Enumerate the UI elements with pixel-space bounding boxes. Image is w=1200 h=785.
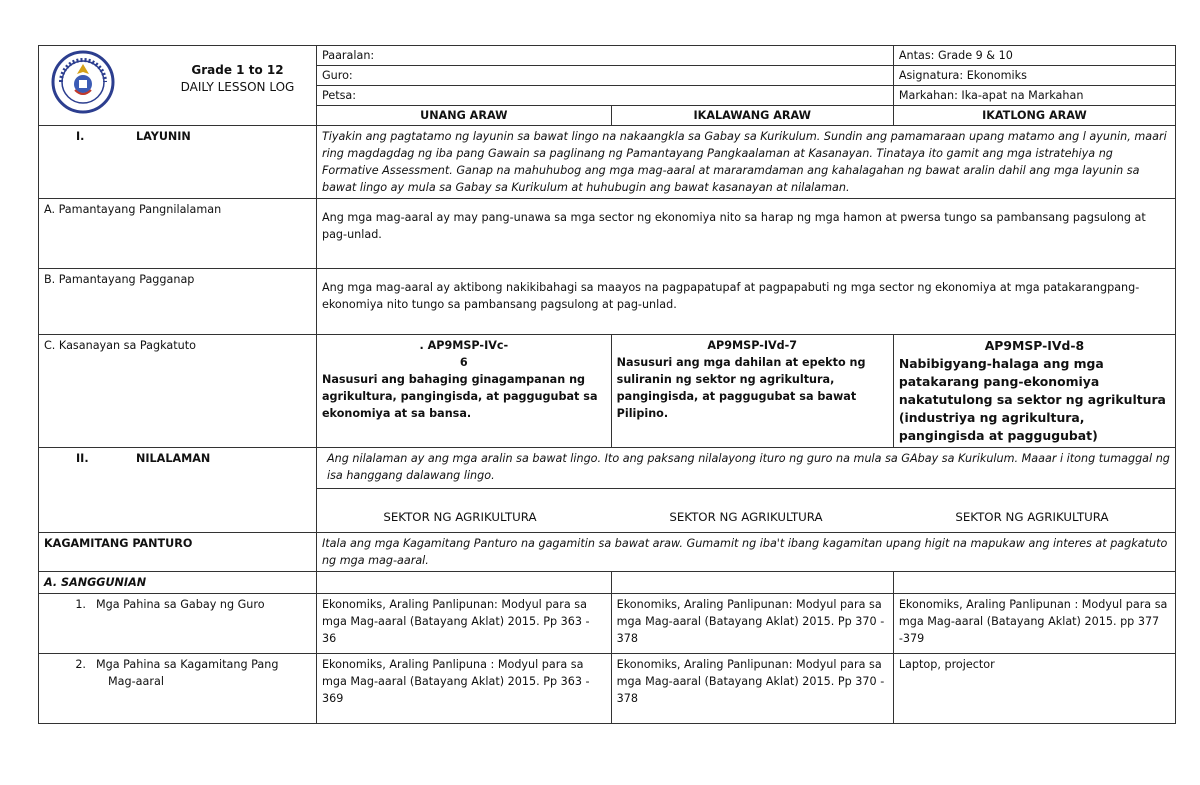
layunin-text: Tiyakin ang pagtatamo ng layunin sa bawat lingo na nakaangkla sa Gabay sa Kurikulum. Sundin ang pamamaraan upang matamo ang l ayunin, maari ring magdagdag ng iba pang Gawain sa paglinang ng Pamantayang Pangkaalaman at Kasanayan. Tinataya ito gamit ang mga istratehiya ng Formative Assessment. Ganap na mahuhubog ang mga mag-aaral at mararamdaman ang kahalagahan ng bawat aralin dahil ang mga layunin sa bawat lingo ay mula sa Gabay sa Kurikulum at huhubugin ang bawat kasanayan at nilalaman. [316,126,1175,199]
layunin-number: I. [76,130,85,143]
kasanayan-day2 [611,335,893,448]
paaralan-field: Paaralan: [316,46,893,66]
brand-grade-label: Grade 1 to 12 [191,63,284,77]
kasanayan-day1 [316,335,611,448]
nilalaman-label: NILALAMAN [136,452,211,465]
kagamitang-mag-aaral-day3: Laptop, projector [893,654,1175,724]
competency-text-day2: Nasusuri ang mga dahilan at epekto ng suliranin ng sektor ng agrikultura, pangingisda, at paggugubat sa bawat Pilipino. [616,356,866,420]
kasanayan-label: C. Kasanayan sa Pagkatuto [39,335,317,448]
topic-day3: SEKTOR NG AGRIKULTURA [955,510,1109,524]
competency-code-day3: AP9MSP-IVd-8 [984,338,1085,353]
gabay-guro-label: Mga Pahina sa Gabay ng Guro [96,598,265,611]
competency-code-day1: . AP9MSP-IVc- [419,339,509,352]
nilalaman-topics [317,489,1175,532]
nilalaman-text: Ang nilalaman ay ang mga aralin sa bawat lingo. Ito ang paksang nilalayong ituro ng guro na mula sa GAbay sa Kurikulum. Maaar i itong tumaggal ng isa hanggang dalawang lingo. [317,448,1175,489]
nilalaman-number: II. [76,452,89,465]
kagamitang-mag-aaral-day2: Ekonomiks, Araling Panlipunan: Modyul para sa mga Mag-aaral (Batayang Aklat) 2015. Pp 370 - 378 [611,654,893,724]
pangnilalaman-text: Ang mga mag-aaral ay may pang-unawa sa mga sector ng ekonomiya nito sa harap ng mga hamon at pwersa tungo sa pambansang pagsulong at pag-unlad. [316,199,1175,269]
brand-cell [39,46,317,126]
gabay-guro-day1: Ekonomiks, Araling Panlipunan: Modyul para sa mga Mag-aaral (Batayang Aklat) 2015. Pp 363 - 36 [316,594,611,654]
sanggunian-day2 [611,572,893,594]
kagamitang-mag-aaral-day1: Ekonomiks, Araling Panlipuna : Modyul para sa mga Mag-aaral (Batayang Aklat) 2015. Pp 363 - 369 [316,654,611,724]
gabay-guro-number: 1. [75,598,86,611]
gabay-guro-day3: Ekonomiks, Araling Panlipunan : Modyul para sa mga Mag-aaral (Batayang Aklat) 2015. pp 377 -379 [893,594,1175,654]
kagamitan-text: Itala ang mga Kagamitang Panturo na gagamitin sa bawat araw. Gumamit ng iba't ibang kagamitan upang higit na mapukaw ang interes at pagkatuto ng mga mag-aaral. [316,533,1175,572]
topic-day2: SEKTOR NG AGRIKULTURA [669,510,823,524]
daily-lesson-log-table [38,45,1176,724]
gabay-guro-day2: Ekonomiks, Araling Panlipunan: Modyul para sa mga Mag-aaral (Batayang Aklat) 2015. Pp 370 - 378 [611,594,893,654]
topic-day1: SEKTOR NG AGRIKULTURA [383,510,537,524]
day3-header: IKATLONG ARAW [893,106,1175,126]
antas-field: Antas: Grade 9 & 10 [893,46,1175,66]
kagamitang-mag-aaral-label-cont: Mag-aaral [108,675,164,688]
competency-code-day2: AP9MSP-IVd-7 [707,339,798,352]
kagamitang-mag-aaral-number: 2. [75,658,86,671]
pangnilalaman-label: A. Pamantayang Pangnilalaman [39,199,317,269]
petsa-field: Petsa: [316,86,893,106]
layunin-label-cell [39,126,317,199]
layunin-label: LAYUNIN [136,130,191,143]
gabay-guro-label-cell [39,594,317,654]
day2-header: IKALAWANG ARAW [611,106,893,126]
day1-header: UNANG ARAW [316,106,611,126]
nilalaman-cell [316,448,1175,533]
brand-log-label: DAILY LESSON LOG [180,80,295,94]
asignatura-field: Asignatura: Ekonomiks [893,66,1175,86]
sanggunian-label: A. SANGGUNIAN [39,572,317,594]
kasanayan-day3 [893,335,1175,448]
nilalaman-label-cell [39,448,317,533]
competency-code-day1-cont: 6 [459,356,468,369]
pagganap-text: Ang mga mag-aaral ay aktibong nakikibahagi sa maayos na pagpapatupaf at pagpapabuti ng mga sector ng ekonomiya at mga patakarangpang-ekonomiya nito tungo sa pambansang pagsulong at pag-unlad. [316,269,1175,335]
kagamitang-mag-aaral-label: Mga Pahina sa Kagamitang Pang [96,658,279,671]
sanggunian-day1 [316,572,611,594]
competency-text-day1: Nasusuri ang bahaging ginagampanan ng agrikultura, pangingisda, at paggugubat sa ekonomiya at sa bansa. [321,373,598,420]
pagganap-label: B. Pamantayang Pagganap [39,269,317,335]
guro-field: Guro: [316,66,893,86]
kagamitan-label: KAGAMITANG PANTURO [39,533,317,572]
kagamitang-mag-aaral-label-cell [39,654,317,724]
markahan-field: Markahan: Ika-apat na Markahan [893,86,1175,106]
competency-text-day3: Nabibigyang-halaga ang mga patakarang pang-ekonomiya nakatutulong sa sektor ng agrikultura (industriya ng agrikultura, pangingisda at paggugubat) [898,356,1166,443]
sanggunian-day3 [893,572,1175,594]
